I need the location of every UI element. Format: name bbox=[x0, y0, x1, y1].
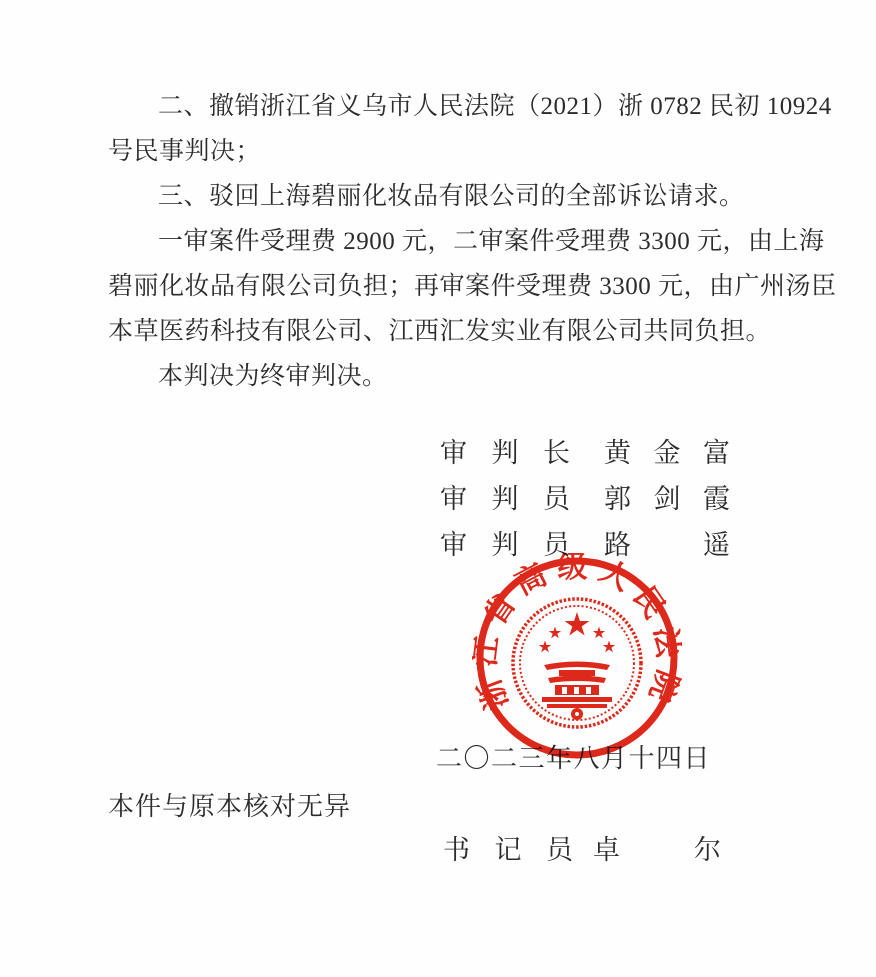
clerk-row bbox=[443, 827, 721, 873]
seal-arc-text: 浙江省高级人民法院 bbox=[472, 553, 682, 714]
ruling-line: 碧丽化妆品有限公司负担；再审案件受理费 3300 元，由广州汤臣 bbox=[108, 273, 837, 300]
judge-title: 审 判 员 bbox=[440, 484, 570, 514]
judge-row bbox=[440, 430, 730, 476]
ruling-line: 本草医药科技有限公司、江西汇发实业有限公司共同负担。 bbox=[108, 318, 772, 345]
clerk-name: 卓 尔 bbox=[593, 835, 721, 865]
ruling-line: 本判决为终审判决。 bbox=[158, 363, 388, 390]
judge-row bbox=[440, 476, 730, 522]
clerk-title: 书 记 员 bbox=[443, 835, 573, 865]
national-emblem-icon bbox=[513, 599, 641, 727]
judge-title: 审 判 长 bbox=[440, 438, 570, 468]
ruling-line: 号民事判决； bbox=[108, 138, 262, 165]
court-seal bbox=[472, 553, 682, 763]
judges-signature-block bbox=[440, 430, 730, 568]
verification-note: 本件与原本核对无异 bbox=[108, 792, 352, 821]
clerk-signature-block bbox=[443, 827, 721, 873]
ruling-line: 一审案件受理费 2900 元，二审案件受理费 3300 元，由上海 bbox=[158, 228, 825, 255]
judge-title: 审 判 员 bbox=[440, 530, 570, 560]
judge-name: 路 遥 bbox=[604, 530, 730, 560]
ruling-line: 三、驳回上海碧丽化妆品有限公司的全部诉讼请求。 bbox=[158, 183, 745, 210]
ruling-text bbox=[108, 84, 837, 399]
judgment-date: 二〇二三年八月十四日 bbox=[436, 744, 712, 773]
ruling-line: 二、撤销浙江省义乌市人民法院（2021）浙 0782 民初 10924 bbox=[158, 93, 832, 120]
court-seal-graphic bbox=[472, 553, 682, 763]
judge-name: 黄 金 富 bbox=[604, 438, 730, 468]
judge-name: 郭 剑 霞 bbox=[604, 484, 730, 514]
